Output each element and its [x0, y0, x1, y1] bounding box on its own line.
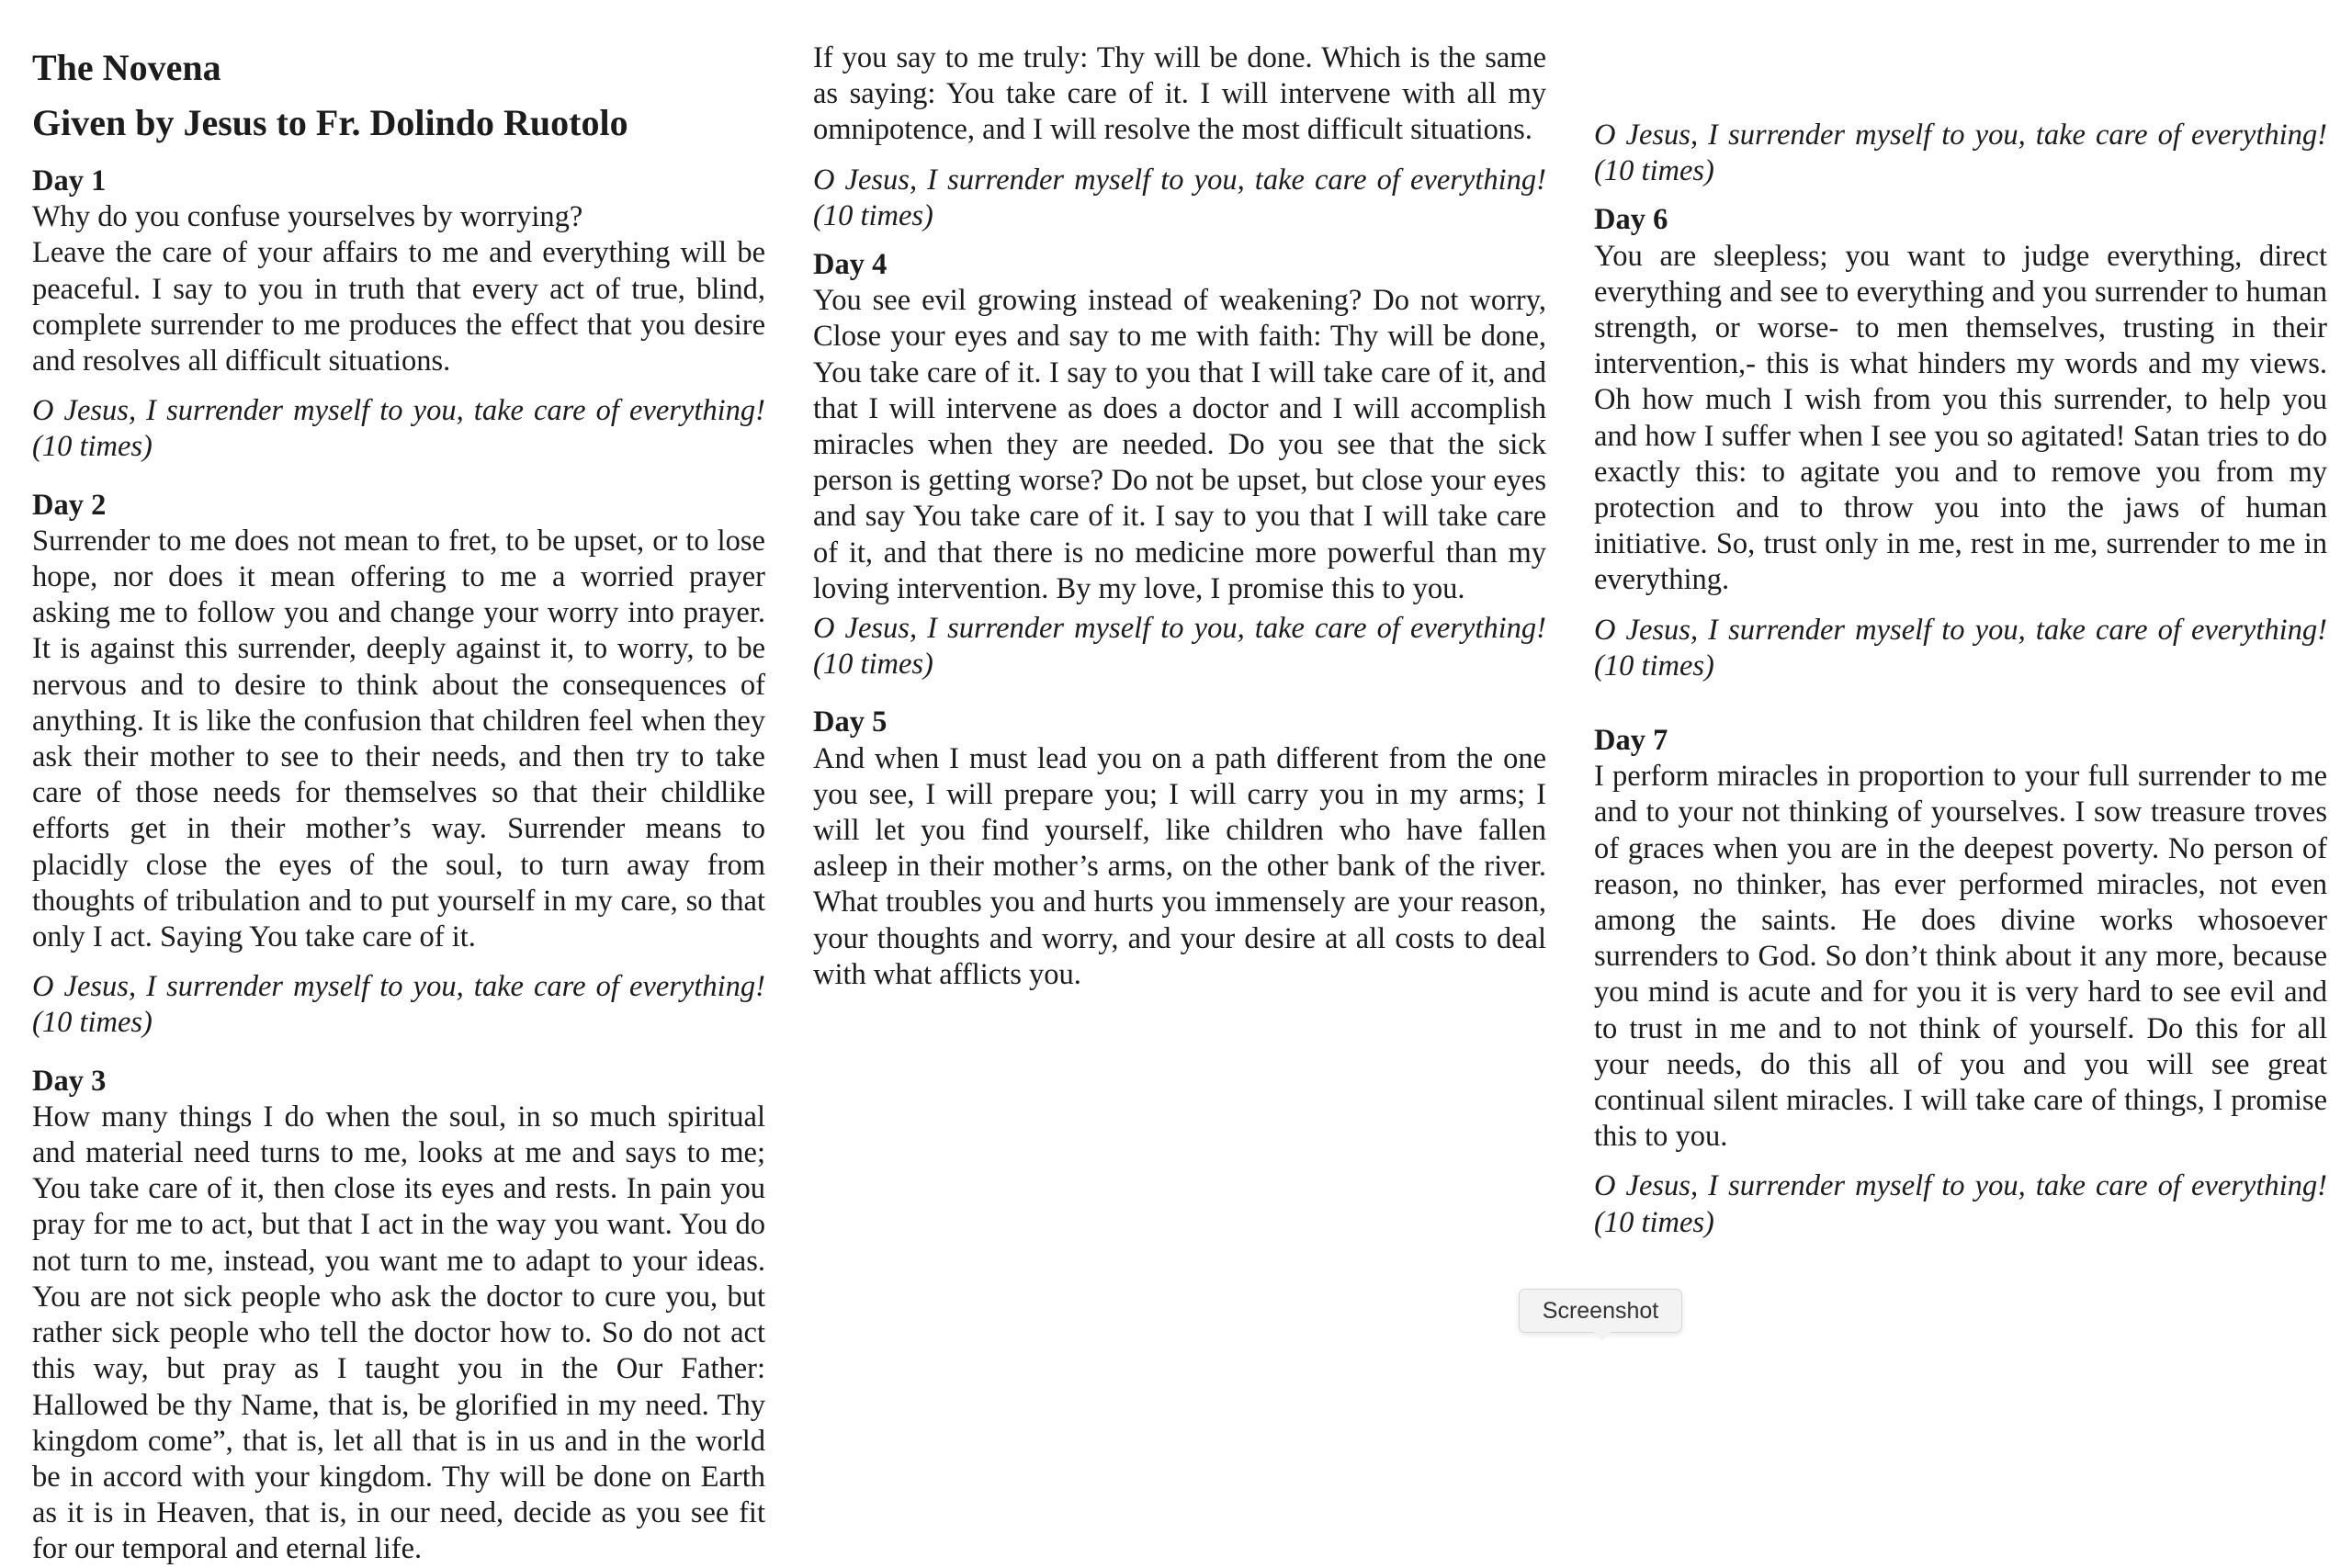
- day-4-paragraph-1: You see evil growing instead of weakening? Do not worry, Close your eyes and say to me with faith: Thy will be done, You take care of it. I say to you that I will take care of it, and that I will intervene as does a doctor and I will accomplish miracles when they are needed. Do you see that the sick person is getting worse? Do not be upset, but close your eyes and say You take care of it. I say to you that I will take care of it, and that there is no medicine more powerful than my loving intervention. By my love, I promise this to you.: [813, 284, 1546, 605]
- day-1-section: [32, 164, 765, 466]
- text-column-3: [1594, 40, 2327, 1241]
- day-2-paragraph-1: Surrender to me does not mean to fret, to be upset, or to lose hope, nor does it mean offering to me a worried prayer asking me to follow you and change your worry into prayer. It is against this surrender, deeply against it, to worry, to be nervous and to desire to think about the consequences of anything. It is like the confusion that children feel when they ask their mother to see to their needs, and then try to take care of those needs for themselves so that their childlike efforts get in their mother’s way. Surrender means to placidly close the eyes of the soul, to turn away from thoughts of tribulation and to put yourself in my care, so that only I act. Saying You take care of it.: [32, 524, 765, 954]
- document-title: The Novena: [32, 47, 221, 88]
- day-7-section: [1594, 723, 2327, 1241]
- day-1-prayer: O Jesus, I surrender myself to you, take care of everything! (10 times): [32, 394, 765, 464]
- day-2-section: [32, 488, 765, 1042]
- day-4-section: [813, 247, 1546, 682]
- text-column-2: [813, 40, 1546, 993]
- day-6-prayer: O Jesus, I surrender myself to you, take care of everything! (10 times): [1594, 613, 2327, 682]
- day-6-heading: Day 6: [1594, 203, 1668, 237]
- text-column-1: [32, 40, 765, 1568]
- day-5-prayer: O Jesus, I surrender myself to you, take care of everything! (10 times): [1594, 118, 2327, 188]
- day-3-paragraph-1: How many things I do when the soul, in so much spiritual and material need turns to me, looks at me and says to me; You take care of it, then close its eyes and rests. In pain you pray for me to act, but that I act in the way you want. You do not turn to me, instead, you want me to adapt to your ideas. You are not sick people who ask the doctor to cure you, but rather sick people who tell the doctor how to. So do not act this way, but pray as I taught you in the Our Father: Hallowed be thy Name, that is, be glorified in my need. Thy kingdom come”, that is, let all that is in us and in the world be in accord with your kingdom. Thy will be done on Earth as it is in Heaven, that is, in our need, decide as you see fit for our temporal and eternal life.: [32, 1100, 765, 1566]
- day-6-paragraph-1: You are sleepless; you want to judge everything, direct everything and see to everything and you surrender to human strength, or worse- to men themselves, trusting in their intervention,- this is what hinders my words and my views. Oh how much I wish from you this surrender, to help you and how I suffer when I see you so agitated! Satan tries to do exactly this: to agitate you and to remove you from my protection and to throw you into the jaws of human initiative. So, trust only in me, rest in me, surrender to me in everything.: [1594, 239, 2327, 597]
- day-2-prayer: O Jesus, I surrender myself to you, take care of everything! (10 times): [32, 970, 765, 1040]
- day-7-prayer: O Jesus, I surrender myself to you, take care of everything! (10 times): [1594, 1169, 2327, 1239]
- day-1-heading: Day 1: [32, 164, 107, 197]
- day-2-heading: Day 2: [32, 488, 107, 522]
- day-7-heading: Day 7: [1594, 724, 1668, 758]
- day-1-paragraph-2: Leave the care of your affairs to me and everything will be peaceful. I say to you in truth that every act of true, blind, complete surrender to me produces the effect that you desire and resolves all difficult situations.: [32, 236, 765, 378]
- document-subtitle: Given by Jesus to Fr. Dolindo Ruotolo: [32, 102, 628, 143]
- day-4-heading: Day 4: [813, 248, 888, 282]
- day-7-paragraph-1: I perform miracles in proportion to your full surrender to me and to your not thinking of yourselves. I sow treasure troves of graces when you are in the deepest poverty. No person of reason, no thinker, has ever performed miracles, not even among the saints. He does divine works whosoever surrenders to God. So don’t think about it any more, because you mind is acute and for you it is very hard to see evil and to trust in me and to not think of yourself. Do this for all your needs, do this all of you and you will see great continual silent miracles. I will take care of things, I promise this to you.: [1594, 760, 2327, 1154]
- day-4-prayer: O Jesus, I surrender myself to you, take care of everything! (10 times): [813, 612, 1546, 682]
- day-5-paragraph-1: And when I must lead you on a path different from the one you see, I will prepare you; I will carry you in my arms; I will let you find yourself, like children who have fallen asleep in their mother’s arms, on the other bank of the river. What troubles you and hurts you immensely are your reason, your thoughts and worry, and your desire at all costs to deal with what afflicts you.: [813, 741, 1546, 991]
- day-3-prayer: O Jesus, I surrender myself to you, take care of everything! (10 times): [813, 163, 1546, 232]
- screenshot-tooltip: Screenshot: [1519, 1289, 1682, 1333]
- day-6-section: [1594, 202, 2327, 684]
- day-5-heading: Day 5: [813, 705, 888, 739]
- day-1-paragraph-1: Why do you confuse yourselves by worrying?: [32, 200, 583, 234]
- day-3-section: [32, 1064, 765, 1568]
- day-5-section: [813, 705, 1546, 993]
- day-3-paragraph-2: If you say to me truly: Thy will be done. Which is the same as saying: You take care of it. I will intervene with all my omnipotence, and I will resolve the most difficult situations.: [813, 41, 1546, 147]
- day-3-heading: Day 3: [32, 1064, 107, 1098]
